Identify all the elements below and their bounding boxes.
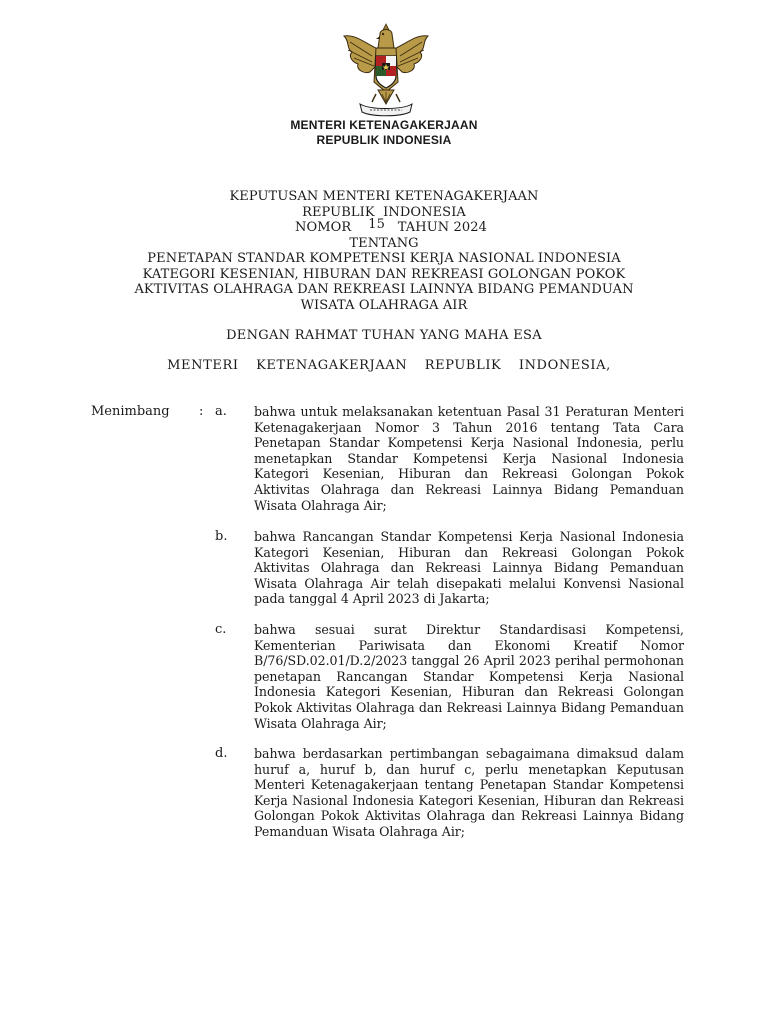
decree-year: TAHUN 2024 [397,220,487,235]
decree-subject-line4: WISATA OLAHRAGA AIR [300,297,468,313]
considering-item-text: bahwa Rancangan Standar Kompetensi Kerja Nasional Indonesia Kategori Kesenian, Hiburan dan Rekreasi Golongan Pokok Aktivitas Olahraga dan Rekreasi Lainnya Bidang Pemanduan Wisata Olahraga Air telah disepakati melalui Konvensi Nasional pada tanggal 4 April 2023 di Jakarta; [254,529,684,607]
considering-item-letter: a. [215,404,227,419]
decree-subject-line3: AKTIVITAS OLAHRAGA DAN REKREASI LAINNYA BIDANG PEMANDUAN [134,282,634,297]
letterhead [0,118,768,148]
considering-item-text: bahwa berdasarkan pertimbangan sebagaimana dimaksud dalam huruf a, huruf b, dan huruf c, perlu menetapkan Keputusan Menteri Ketenagakerjaan tentang Penetapan Standar Kompetensi Kerja Nasional Indonesia Kategori Kesenian, Hiburan dan Rekreasi Golongan Pokok Aktivitas Olahraga dan Rekreasi Lainnya Bidang Pemanduan Wisata Olahraga Air; [254,746,684,839]
decree-title-line1: KEPUTUSAN MENTERI KETENAGAKERJAAN [229,189,539,204]
decree-subject-line2: KATEGORI KESENIAN, HIBURAN DAN REKREASI GOLONGAN POKOK [142,266,626,282]
letterhead-ministry: MENTERI KETENAGAKERJAAN [290,118,478,132]
invocation: DENGAN RAHMAT TUHAN YANG MAHA ESA [226,328,542,343]
decree-title-line2: REPUBLIK INDONESIA [302,204,466,220]
considering-item-letter: b. [215,529,228,544]
garuda-emblem-icon [336,20,436,120]
considering-label: Menimbang [91,404,170,419]
considering-colon: : [199,404,204,419]
decree-title [60,189,708,313]
letterhead-country: REPUBLIK INDONESIA [316,133,452,147]
considering-item-letter: c. [215,622,227,637]
decree-number-value: 15 [368,217,386,232]
considering-item-text: bahwa sesuai surat Direktur Standardisasi Kompetensi, Kementerian Pariwisata dan Ekonomi Kreatif Nomor B/76/SD.02.01/D.2/2023 tanggal 26 April 2023 perihal permohonan penetapan Rancangan Standar Kompetensi Kerja Nasional Indonesia Kategori Kesenian, Hiburan dan Rekreasi Golongan Pokok Aktivitas Olahraga dan Rekreasi Lainnya Bidang Pemanduan Wisata Olahraga Air; [254,622,684,731]
issuer: MENTERI KETENAGAKERJAAN REPUBLIK INDONESIA, [167,358,611,373]
decree-about-label: TENTANG [349,235,419,251]
considering-item-letter: d. [215,746,228,761]
decree-subject-line1: PENETAPAN STANDAR KOMPETENSI KERJA NASIONAL INDONESIA [147,251,621,266]
decree-number-line [60,217,708,236]
considering-item-text: bahwa untuk melaksanakan ketentuan Pasal 31 Peraturan Menteri Ketenagakerjaan Nomor 3 Tahun 2016 tentang Tata Cara Penetapan Standar Kompetensi Kerja Nasional Indonesia, perlu menetapkan Standar Kompetensi Kerja Nasional Indonesia Kategori Kesenian, Hiburan dan Rekreasi Golongan Pokok Aktivitas Olahraga dan Rekreasi Lainnya Bidang Pemanduan Wisata Olahraga Air; [254,404,684,513]
decree-number-label: NOMOR [295,220,352,235]
